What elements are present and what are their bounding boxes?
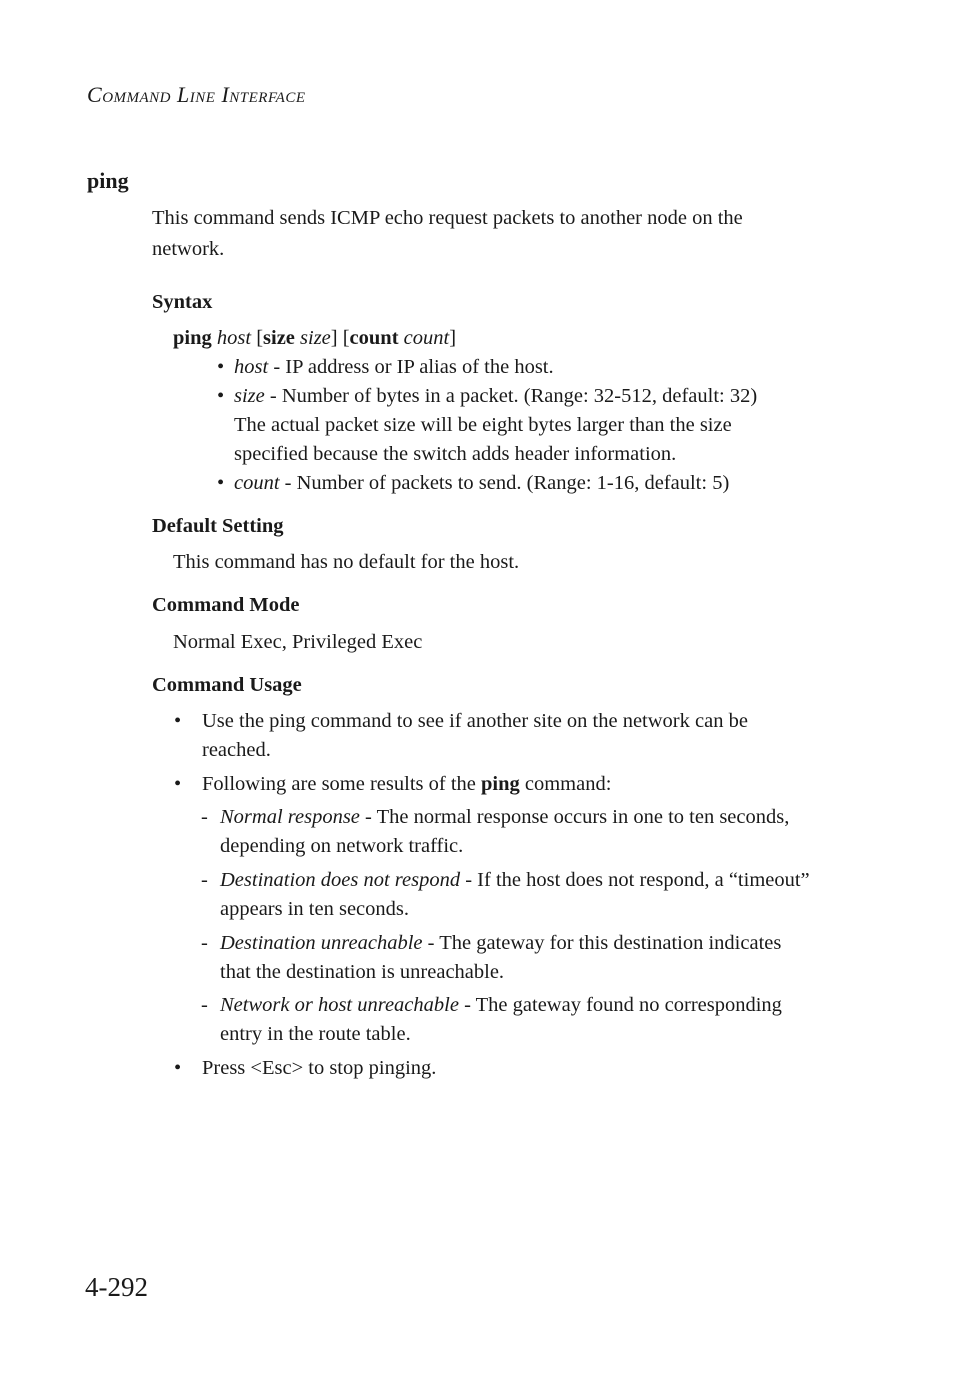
intro-line-1: This command sends ICMP echo request packets to another node on the	[152, 207, 743, 229]
syntax-line: ping host [size size] [count count]	[173, 327, 457, 349]
param-size-line-2: The actual packet size will be eight bytes larger than the size	[234, 414, 732, 436]
syntax-heading: Syntax	[152, 291, 213, 313]
intro-line-2: network.	[152, 238, 225, 260]
command-mode-heading: Command Mode	[152, 594, 300, 616]
default-setting-heading: Default Setting	[152, 515, 284, 537]
param-size-line-3: specified because the switch adds header information.	[234, 443, 677, 465]
command-title: ping	[87, 168, 129, 193]
running-header: COMMAND LINE INTERFACE	[87, 82, 306, 107]
command-mode-text: Normal Exec, Privileged Exec	[173, 631, 423, 653]
result-destination-unreachable: - Destination unreachable - The gateway for this destination indicates	[201, 932, 782, 954]
result-network-unreachable: - Network or host unreachable - The gateway found no corresponding	[201, 994, 782, 1016]
result-destination-unreachable-line-2: that the destination is unreachable.	[220, 961, 505, 983]
command-usage-heading: Command Usage	[152, 674, 302, 696]
result-no-respond-line-2: appears in ten seconds.	[220, 898, 409, 920]
result-normal-response-line-2: depending on network traffic.	[220, 835, 464, 857]
default-setting-text: This command has no default for the host.	[173, 551, 520, 573]
result-no-respond: - Destination does not respond - If the host does not respond, a “timeout”	[201, 869, 810, 891]
usage-bullet-1: • Use the ping command to see if another site on the network can be	[174, 710, 748, 732]
param-size: • size - Number of bytes in a packet. (Range: 32-512, default: 32)	[217, 385, 758, 407]
param-host: • host - IP address or IP alias of the host.	[217, 356, 554, 378]
usage-bullet-3: • Press <Esc> to stop pinging.	[174, 1057, 437, 1079]
usage-bullet-2: • Following are some results of the ping command:	[174, 773, 612, 795]
usage-bullet-1-line-2: reached.	[202, 739, 271, 761]
result-network-unreachable-line-2: entry in the route table.	[220, 1023, 411, 1045]
param-count: • count - Number of packets to send. (Range: 1-16, default: 5)	[217, 472, 730, 494]
result-normal-response: - Normal response - The normal response occurs in one to ten seconds,	[201, 806, 790, 828]
page-number: 4-292	[85, 1272, 148, 1302]
